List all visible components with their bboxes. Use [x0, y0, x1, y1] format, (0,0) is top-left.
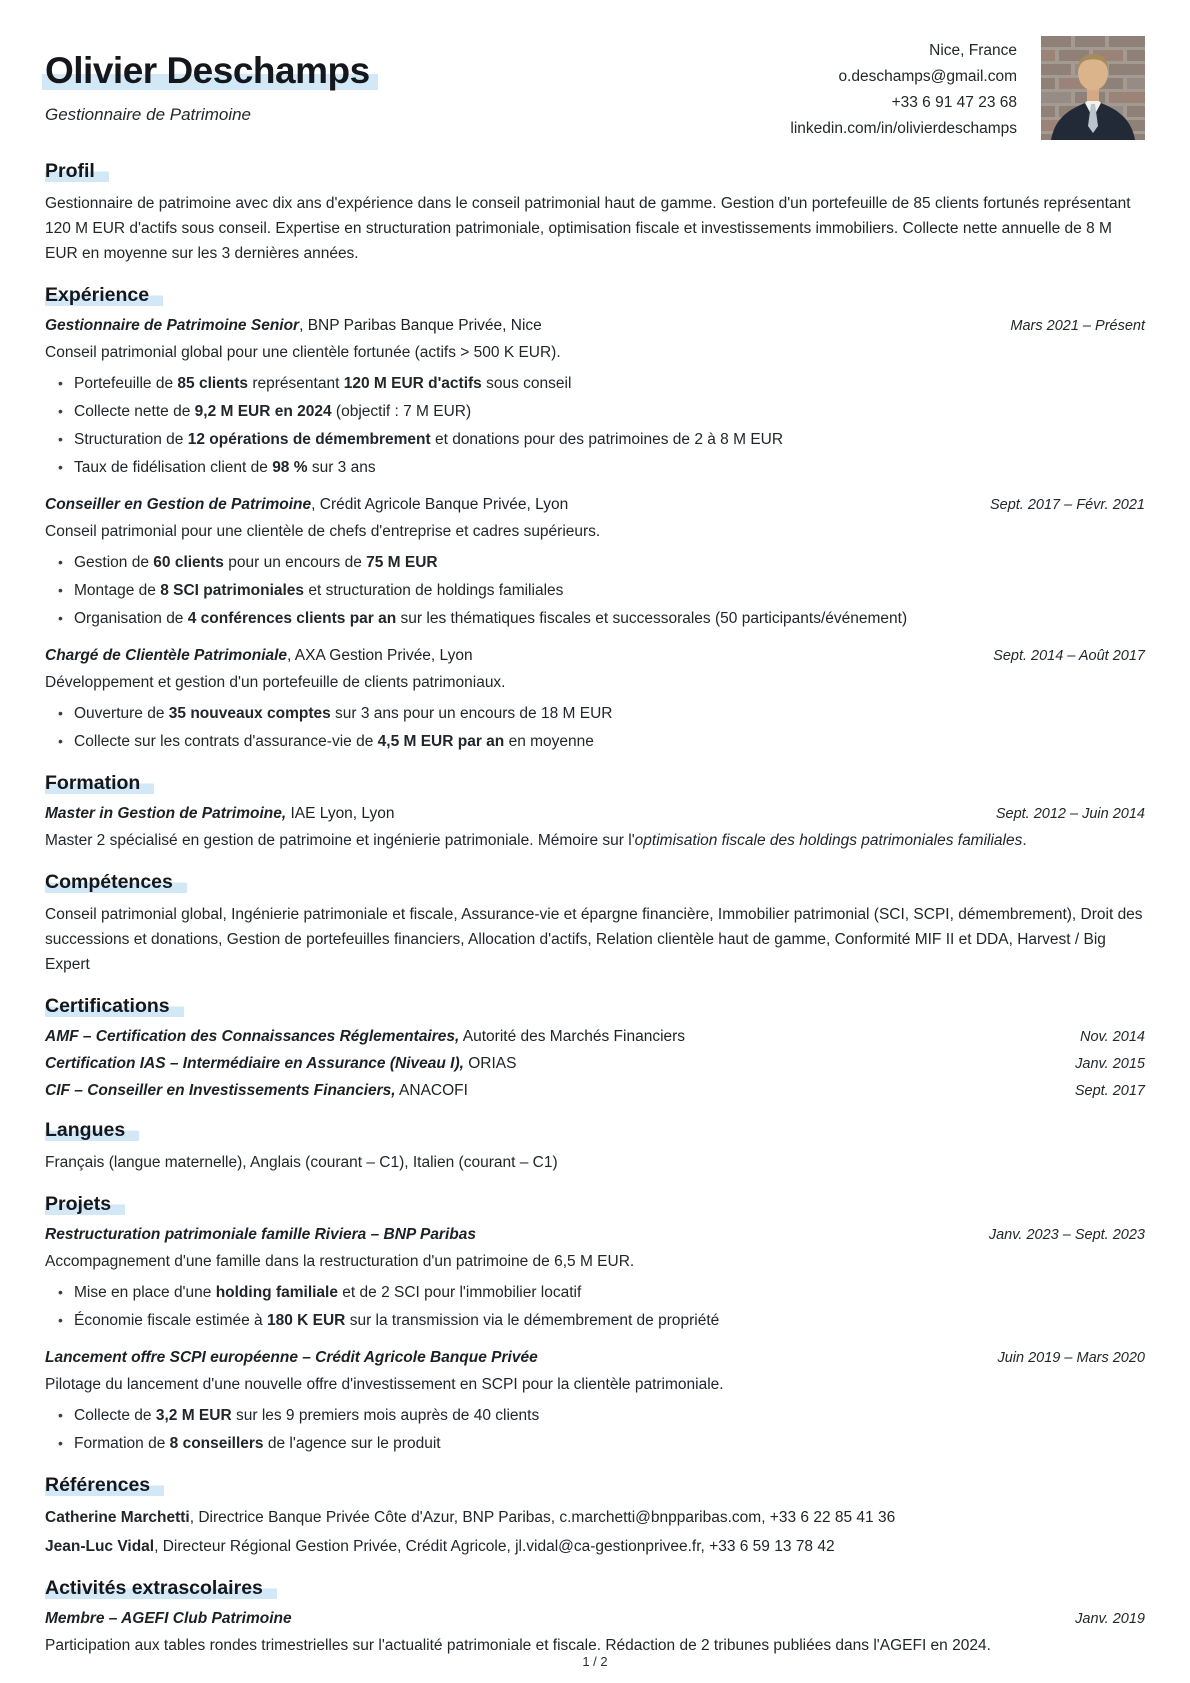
competences-text: Conseil patrimonial global, Ingénierie patrimoniale et fiscale, Assurance-vie et épargne financière, Immobilier patrimonial (SCI, SCPI, démembrement), Droit des successions et donations, Gestion de portefeuilles financiers, Allocation d'actifs, Relation clientèle haut de gamme, Conformité MIF II et DDA, Harvest / Big Expert — [45, 906, 1143, 973]
section-heading-profil-text: Profil — [45, 160, 109, 182]
education-date: Sept. 2012 – Juin 2014 — [995, 806, 1145, 822]
candidate-name-text: Olivier Deschamps — [42, 50, 378, 91]
project-title-row — [45, 1347, 1145, 1368]
job-title-row — [45, 494, 1145, 515]
section-heading-competences-text: Compétences — [45, 871, 187, 893]
certification-entry — [45, 1026, 1145, 1047]
project-date: Juin 2019 – Mars 2020 — [997, 1350, 1145, 1366]
candidate-name — [45, 50, 378, 91]
education-title: Master in Gestion de Patrimoine, IAE Lyon, Lyon — [45, 805, 395, 822]
bullet-item: • Ouverture de 35 nouveaux comptes sur 3 ans pour un encours de 18 M EUR — [58, 701, 1145, 726]
section-activites — [45, 1577, 1145, 1658]
section-heading-langues — [45, 1119, 1145, 1142]
bullet-item: • Montage de 8 SCI patrimoniales et structuration de holdings familiales — [58, 578, 1145, 603]
project-bullet-list — [58, 1403, 1145, 1456]
contact-block — [790, 36, 1017, 142]
section-heading-competences — [45, 871, 1145, 894]
certification-date: Sept. 2017 — [1074, 1083, 1145, 1099]
section-heading-references-text: Références — [45, 1474, 164, 1496]
bullet-item: • Collecte sur les contrats d'assurance-vie de 4,5 M EUR par an en moyenne — [58, 729, 1145, 754]
certification-title: AMF – Certification des Connaissances Réglementaires, Autorité des Marchés Financiers — [45, 1028, 686, 1045]
certification-entry — [45, 1053, 1145, 1074]
certification-entry — [45, 1080, 1145, 1101]
section-heading-projets — [45, 1193, 1145, 1216]
job-description: Conseil patrimonial global pour une clientèle fortunée (actifs > 500 K EUR). — [45, 344, 561, 361]
project-title: Restructuration patrimoniale famille Riviera – BNP Paribas — [45, 1226, 476, 1243]
section-langues — [45, 1119, 1145, 1175]
bullet-item: • Structuration de 12 opérations de démembrement et donations pour des patrimoines de 2 à 8 M EUR — [58, 427, 1145, 452]
reference-entry: Catherine Marchetti, Directrice Banque Privée Côte d'Azur, BNP Paribas, c.marchetti@bnpparibas.com, +33 6 22 85 41 36 — [45, 1509, 896, 1526]
langues-text: Français (langue maternelle), Anglais (courant – C1), Italien (courant – C1) — [45, 1154, 558, 1171]
job-description: Développement et gestion d'un portefeuille de clients patrimoniaux. — [45, 674, 506, 691]
job-bullet-list — [58, 550, 1145, 631]
project-entry — [45, 1224, 1145, 1333]
activity-date: Janv. 2019 — [1075, 1611, 1145, 1627]
section-heading-experience — [45, 284, 1145, 307]
project-entry — [45, 1347, 1145, 1456]
section-references — [45, 1474, 1145, 1559]
section-formation — [45, 772, 1145, 853]
job-title-row — [45, 645, 1145, 666]
section-heading-formation-text: Formation — [45, 772, 154, 794]
section-competences — [45, 871, 1145, 977]
certification-row — [45, 1053, 1145, 1074]
project-date: Janv. 2023 – Sept. 2023 — [988, 1227, 1145, 1243]
bullet-item: • Gestion de 60 clients pour un encours de 75 M EUR — [58, 550, 1145, 575]
job-title-row — [45, 315, 1145, 336]
activity-title: Membre – AGEFI Club Patrimoine — [45, 1610, 292, 1627]
contact-email: o.deschamps@gmail.com — [838, 68, 1017, 85]
job-entry — [45, 315, 1145, 480]
education-entry — [45, 803, 1145, 853]
section-profil — [45, 160, 1145, 266]
certification-row — [45, 1080, 1145, 1101]
bullet-item: • Formation de 8 conseillers de l'agence sur le produit — [58, 1431, 1145, 1456]
bullet-item: • Organisation de 4 conférences clients par an sur les thématiques fiscales et successorales (50 participants/événement) — [58, 606, 1145, 631]
project-title-row — [45, 1224, 1145, 1245]
project-bullet-list — [58, 1280, 1145, 1333]
section-heading-references — [45, 1474, 1145, 1497]
certification-title: Certification IAS – Intermédiaire en Assurance (Niveau I), ORIAS — [45, 1055, 517, 1072]
section-heading-activites-text: Activités extrascolaires — [45, 1577, 277, 1599]
section-projets — [45, 1193, 1145, 1456]
job-date: Sept. 2017 – Févr. 2021 — [989, 497, 1145, 513]
bullet-item: • Collecte de 3,2 M EUR sur les 9 premiers mois auprès de 40 clients — [58, 1403, 1145, 1428]
header — [45, 36, 1145, 142]
project-description: Accompagnement d'une famille dans la restructuration d'un patrimoine de 6,5 M EUR. — [45, 1253, 635, 1270]
page-number: 1 / 2 — [582, 1654, 608, 1669]
bullet-item: • Économie fiscale estimée à 180 K EUR sur la transmission via le démembrement de propriété — [58, 1308, 1145, 1333]
headshot-photo-image — [1041, 36, 1145, 140]
bullet-item: • Collecte nette de 9,2 M EUR en 2024 (objectif : 7 M EUR) — [58, 399, 1145, 424]
section-certifications — [45, 995, 1145, 1101]
project-title: Lancement offre SCPI européenne – Crédit Agricole Banque Privée — [45, 1349, 538, 1366]
bullet-item: • Taux de fidélisation client de 98 % sur 3 ans — [58, 455, 1145, 480]
contact-location: Nice, France — [929, 42, 1017, 59]
job-bullet-list — [58, 371, 1145, 480]
section-heading-langues-text: Langues — [45, 1119, 139, 1141]
bullet-item: • Mise en place d'une holding familiale et de 2 SCI pour l'immobilier locatif — [58, 1280, 1145, 1305]
job-title: Gestionnaire de Patrimoine Senior, BNP Paribas Banque Privée, Nice — [45, 317, 542, 334]
section-heading-profil — [45, 160, 1145, 183]
section-heading-projets-text: Projets — [45, 1193, 125, 1215]
activity-title-row — [45, 1608, 1145, 1629]
education-title-row — [45, 803, 1145, 824]
section-heading-certifications — [45, 995, 1145, 1018]
certification-date: Nov. 2014 — [1079, 1029, 1145, 1045]
section-heading-experience-text: Expérience — [45, 284, 163, 306]
header-contact-area — [790, 36, 1145, 142]
section-experience — [45, 284, 1145, 754]
job-title: Chargé de Clientèle Patrimoniale, AXA Gestion Privée, Lyon — [45, 647, 473, 664]
reference-entry: Jean-Luc Vidal, Directeur Régional Gestion Privée, Crédit Agricole, jl.vidal@ca-gestionprivee.fr, +33 6 59 13 78 42 — [45, 1538, 835, 1555]
contact-linkedin: linkedin.com/in/olivierdeschamps — [790, 120, 1017, 137]
job-title: Conseiller en Gestion de Patrimoine, Crédit Agricole Banque Privée, Lyon — [45, 496, 569, 513]
activity-entry — [45, 1608, 1145, 1658]
profil-text: Gestionnaire de patrimoine avec dix ans d'expérience dans le conseil patrimonial haut de gamme. Gestion d'un portefeuille de 85 clients fortunés représentant 120 M EUR d'actifs sous conseil. Expertise en structuration patrimoniale, optimisation fiscale et investissements immobiliers. Collecte nette annuelle de 8 M EUR en moyenne sur les 3 dernières années. — [45, 195, 1131, 262]
candidate-job-title: Gestionnaire de Patrimoine — [45, 105, 252, 125]
job-description: Conseil patrimonial pour une clientèle de chefs d'entreprise et cadres supérieurs. — [45, 523, 601, 540]
profile-photo — [1041, 36, 1145, 140]
job-date: Sept. 2014 – Août 2017 — [993, 648, 1145, 664]
activity-description: Participation aux tables rondes trimestrielles sur l'actualité patrimoniale et fiscale. Rédaction de 2 tribunes publiées dans l'AGEFI en 2024. — [45, 1637, 991, 1654]
certification-title: CIF – Conseiller en Investissements Financiers, ANACOFI — [45, 1082, 468, 1099]
project-description: Pilotage du lancement d'une nouvelle offre d'investissement en SCPI pour la clientèle patrimoniale. — [45, 1376, 724, 1393]
section-heading-certifications-text: Certifications — [45, 995, 184, 1017]
contact-phone: +33 6 91 47 23 68 — [891, 94, 1017, 111]
header-identity — [45, 36, 378, 125]
job-entry — [45, 494, 1145, 631]
section-heading-activites — [45, 1577, 1145, 1600]
bullet-item: • Portefeuille de 85 clients représentant 120 M EUR d'actifs sous conseil — [58, 371, 1145, 396]
certification-date: Janv. 2015 — [1075, 1056, 1145, 1072]
certification-row — [45, 1026, 1145, 1047]
education-description: Master 2 spécialisé en gestion de patrimoine et ingénierie patrimoniale. Mémoire sur l'optimisation fiscale des holdings patrimoniales familiales. — [45, 832, 1027, 849]
job-bullet-list — [58, 701, 1145, 754]
job-entry — [45, 645, 1145, 754]
job-date: Mars 2021 – Présent — [1010, 318, 1145, 334]
section-heading-formation — [45, 772, 1145, 795]
